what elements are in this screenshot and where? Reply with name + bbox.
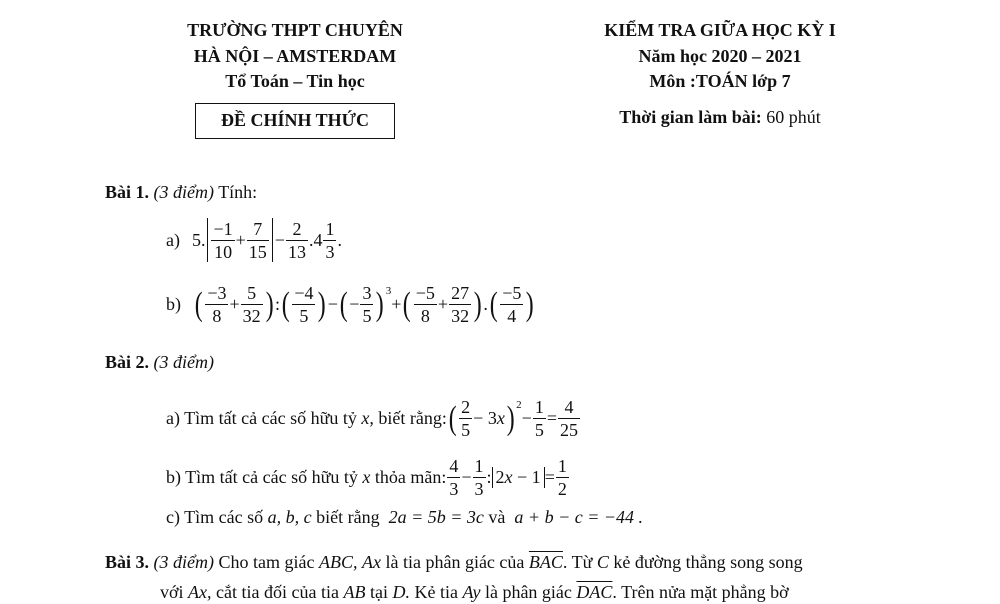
bai1-title: Bài 1.	[105, 182, 150, 202]
math-operator: −	[461, 467, 472, 487]
math-operator: −	[521, 408, 532, 428]
math-operator: +	[391, 294, 402, 314]
time-label: Thời gian làm bài:	[619, 107, 762, 127]
math-operator: −	[274, 229, 285, 250]
bai2-a-var: x,	[361, 408, 374, 428]
bai3-text: tại	[369, 582, 388, 602]
bai1-b-label: b)	[166, 294, 181, 314]
bai2-c-text: c) Tìm các số	[166, 507, 264, 527]
bai2-b-var: x	[362, 467, 371, 487]
bai3-var: Ax	[361, 552, 381, 572]
fraction: $\frac{1}{3}$	[474, 456, 484, 499]
fraction: $\frac{1}{3}$	[325, 218, 335, 262]
time-allowed	[540, 107, 900, 128]
fraction: $\frac{7}{15}$	[248, 218, 267, 262]
bai3-text: cắt tia đối của tia	[216, 582, 339, 602]
math-expression: − 3x	[473, 408, 505, 428]
bai2-c-eq2: a + b − c = −44 .	[514, 507, 643, 527]
math-expression: 2x − 1	[492, 467, 545, 488]
bai1-part-b	[166, 284, 536, 325]
math-operator: +	[437, 294, 449, 314]
bai2-c-eq1: 2a = 5b = 3c	[388, 507, 484, 527]
angle-dac: $\overline{DAC}$	[576, 582, 613, 602]
paren: (	[339, 285, 348, 323]
bai1-heading	[105, 182, 257, 203]
fraction: $\frac{-1}{10}$	[213, 218, 233, 262]
bai3-line2	[160, 582, 789, 603]
bai3-text: với	[160, 582, 184, 602]
paren: )	[473, 285, 482, 323]
official-exam-badge	[195, 103, 395, 139]
bai1-instruction: Tính:	[218, 182, 258, 202]
bai1-points: (3 điểm)	[153, 182, 214, 202]
fraction: $\frac{-3}{8}$	[207, 283, 227, 326]
bai3-text: là tia phân giác của	[385, 552, 525, 572]
math-operator: .	[483, 294, 488, 314]
math-expression: .4	[308, 229, 323, 250]
bai2-title: Bài 2.	[105, 352, 150, 372]
fraction: $\frac{3}{5}$	[362, 283, 372, 326]
bai3-var: Ax,	[188, 582, 212, 602]
angle-bac: $\overline{BAC}$	[528, 552, 563, 572]
paren: )	[265, 285, 274, 323]
bai3-var: D.	[392, 582, 410, 602]
abs-bar-left	[207, 218, 208, 262]
bai2-part-b	[166, 457, 570, 498]
bai3-var: Ay	[462, 582, 481, 602]
exponent: 2	[516, 398, 522, 411]
bai3-var: C	[596, 552, 609, 572]
official-exam-badge-text: ĐỀ CHÍNH THỨC	[220, 110, 370, 130]
bai2-c-vars: a, b, c	[267, 507, 312, 527]
exponent: 3	[385, 284, 392, 297]
bai2-part-c	[166, 507, 643, 528]
paren: )	[318, 285, 327, 323]
bai2-a-text: a) Tìm tất cả các số hữu tỷ	[166, 408, 357, 428]
bai3-text: kẻ đường thẳng song song	[613, 552, 803, 572]
bai2-c-text2: biết rằng	[316, 507, 380, 527]
department-name: Tổ Toán – Tin học	[225, 71, 365, 91]
paren: )	[506, 399, 515, 437]
math-operator: −	[327, 294, 338, 314]
bai2-b-text: b) Tìm tất cả các số hữu tỷ	[166, 467, 358, 487]
math-operator: :	[274, 294, 280, 314]
bai2-c-and: và	[488, 507, 506, 527]
school-name-line1: TRƯỜNG THPT CHUYÊN	[187, 20, 403, 40]
math-expression: :	[486, 467, 492, 487]
bai2-heading	[105, 352, 214, 373]
fraction: $\frac{4}{3}$	[449, 456, 459, 499]
fraction: $\frac{5}{32}$	[242, 283, 261, 326]
bai3-text: là phân giác	[484, 582, 572, 602]
bai3-points: (3 điểm)	[153, 552, 214, 572]
fraction: $\frac{1}{2}$	[557, 456, 567, 499]
bai3-text: . Trên nửa mặt phẳng bờ	[612, 582, 789, 602]
bai3-text: Kẻ tia	[414, 582, 458, 602]
math-operator: +	[235, 229, 246, 250]
paren: (	[281, 285, 290, 323]
exam-title: KIỂM TRA GIỮA HỌC KỲ I	[604, 20, 836, 40]
paren: )	[526, 285, 535, 323]
fraction: $\frac{4}{25}$	[559, 397, 578, 440]
math-operator: −	[349, 294, 360, 314]
math-operator: =	[544, 467, 555, 487]
fraction: $\frac{27}{32}$	[451, 283, 470, 326]
school-year: Năm học 2020 – 2021	[638, 46, 802, 66]
bai3-var: AB	[343, 582, 366, 602]
fraction: $\frac{-4}{5}$	[294, 283, 314, 326]
paren: (	[403, 285, 412, 323]
bai2-a-text2: biết rằng:	[378, 408, 447, 428]
fraction: $\frac{1}{5}$	[534, 397, 544, 440]
math-expression: .	[337, 229, 342, 250]
paren: (	[489, 285, 498, 323]
bai2-part-a	[166, 398, 581, 439]
math-operator: +	[229, 294, 240, 314]
math-operator: =	[546, 408, 557, 428]
subject: Môn :TOÁN lớp 7	[649, 71, 791, 91]
bai3-var: ABC,	[318, 552, 358, 572]
bai1-a-label: a)	[166, 229, 180, 250]
abs-bar-right	[272, 218, 273, 262]
time-value: 60 phút	[766, 107, 821, 127]
bai3-line1	[105, 552, 803, 573]
paren: (	[448, 399, 457, 437]
bai1-part-a	[166, 218, 342, 262]
fraction: $\frac{2}{13}$	[287, 218, 306, 262]
math-expression: 5.	[191, 229, 206, 250]
paren: )	[376, 285, 385, 323]
bai3-text: Cho tam giác	[218, 552, 315, 572]
fraction: $\frac{2}{5}$	[461, 397, 471, 440]
fraction: $\frac{-5}{4}$	[502, 283, 522, 326]
bai3-text: . Từ	[562, 552, 593, 572]
school-name-line2: HÀ NỘI – AMSTERDAM	[193, 46, 397, 66]
bai2-b-text2: thỏa mãn:	[374, 467, 447, 487]
bai3-title: Bài 3.	[105, 552, 150, 572]
paren: (	[194, 285, 203, 323]
fraction: $\frac{-5}{8}$	[415, 283, 435, 326]
bai2-points: (3 điểm)	[153, 352, 214, 372]
